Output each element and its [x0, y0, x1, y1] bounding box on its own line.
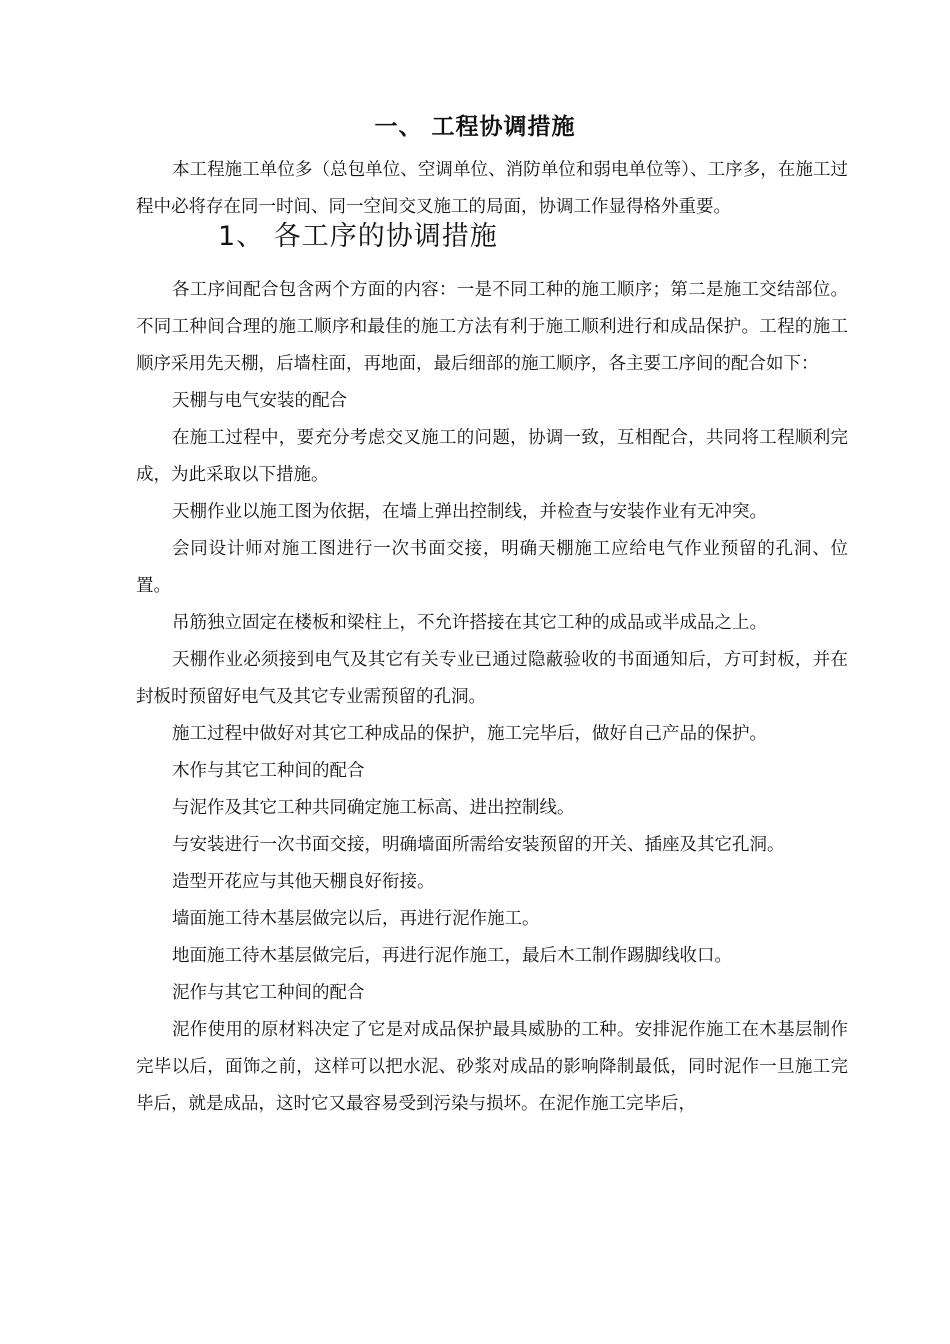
paragraph: 泥作使用的原材料决定了它是对成品保护最具威胁的工种。安排泥作施工在木基层制作完毕以后，面饰之前，这样可以把水泥、砂浆对成品的影响降制最低，同时泥作一旦施工完毕后，就是成品，这时它又最容易受到污染与损坏。在泥作施工完毕后，: [136, 1020, 848, 1114]
paragraph: 与泥作及其它工种共同确定施工标高、进出控制线。: [172, 798, 575, 818]
body-text: [136, 272, 848, 1123]
subheading: 木作与其它工种间的配合: [172, 761, 365, 781]
subheading: 泥作与其它工种间的配合: [172, 983, 365, 1003]
paragraph: 会同设计师对施工图进行一次书面交接，明确天棚施工应给电气作业预留的孔洞、位置。: [136, 539, 848, 596]
paragraph: 造型开花应与其他天棚良好衔接。: [172, 872, 435, 892]
subheading: 天棚与电气安装的配合: [172, 391, 347, 411]
paragraph: 地面施工待木基层做完后，再进行泥作施工，最后木工制作踢脚线收口。: [172, 946, 732, 966]
paragraph: 施工过程中做好对其它工种成品的保护，施工完毕后，做好自己产品的保护。: [172, 724, 767, 744]
document-title: 一、 工程协调措施: [374, 114, 576, 140]
paragraph: 在施工过程中，要充分考虑交叉施工的问题，协调一致，互相配合，共同将工程顺利完成，为此采取以下措施。: [136, 428, 848, 485]
section-heading: 1、 各工序的协调措施: [218, 221, 498, 252]
intro-paragraph: 本工程施工单位多（总包单位、空调单位、消防单位和弱电单位等）、工序多，在施工过程中必将存在同一时间、同一空间交叉施工的局面，协调工作显得格外重要。: [136, 160, 848, 217]
paragraph: 各工序间配合包含两个方面的内容：一是不同工种的施工顺序；第二是施工交结部位。不同工种间合理的施工顺序和最佳的施工方法有利于施工顺利进行和成品保护。工程的施工顺序采用先天棚，后墙柱面，再地面，最后细部的施工顺序，各主要工序间的配合如下：: [136, 280, 848, 374]
paragraph: 吊筋独立固定在楼板和梁柱上，不允许搭接在其它工种的成品或半成品之上。: [172, 613, 767, 633]
paragraph: 墙面施工待木基层做完以后，再进行泥作施工。: [172, 909, 540, 929]
paragraph: 与安装进行一次书面交接，明确墙面所需给安装预留的开关、插座及其它孔洞。: [172, 835, 785, 855]
paragraph: 天棚作业以施工图为依据，在墙上弹出控制线，并检查与安装作业有无冲突。: [172, 502, 767, 522]
paragraph: 天棚作业必须接到电气及其它有关专业已通过隐蔽验收的书面通知后，方可封板，并在封板时预留好电气及其它专业需预留的孔洞。: [136, 650, 848, 707]
